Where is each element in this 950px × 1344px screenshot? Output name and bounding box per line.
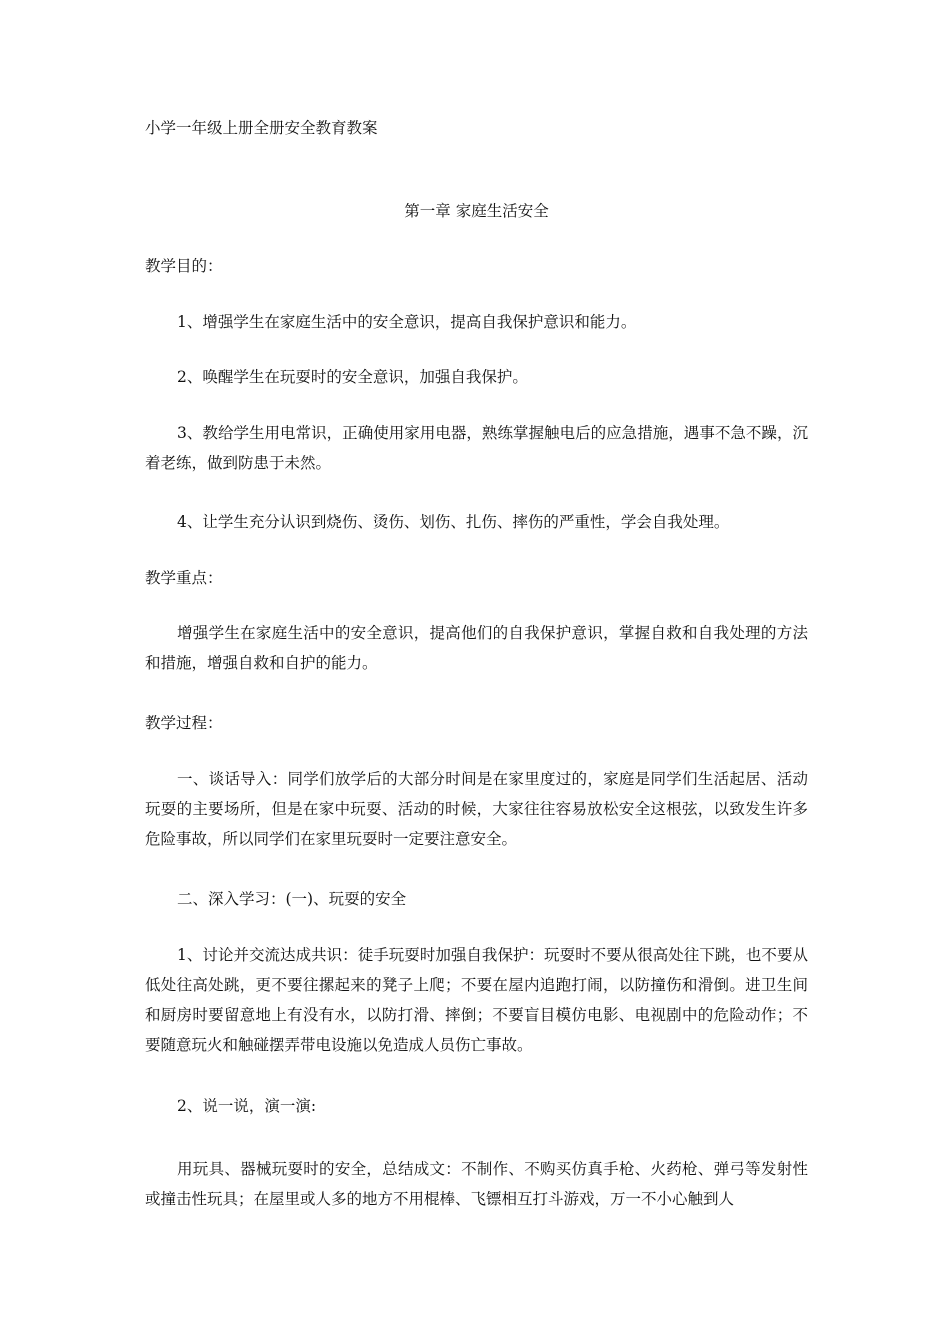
process-heading: 教学过程： — [145, 714, 223, 732]
process-intro-paragraph: 一、谈话导入：同学们放学后的大部分时间是在家里度过的，家庭是同学们生活起居、活动玩耍的主要场所，但是在家中玩耍、活动的时候，大家往往容易放松安全这根弦，以致发生许多危险事故，所以同学们在家里玩耍时一定要注意安全。 — [145, 770, 808, 848]
objective-item-1: 1、增强学生在家庭生活中的安全意识，提高自我保护意识和能力。 — [177, 313, 637, 331]
focus-paragraph: 增强学生在家庭生活中的安全意识，提高他们的自我保护意识，掌握自救和自我处理的方法和措施，增强自救和自护的能力。 — [145, 624, 808, 672]
objective-item-2: 2、唤醒学生在玩耍时的安全意识，加强自我保护。 — [177, 368, 528, 386]
objective-item-3: 3、教给学生用电常识，正确使用家用电器，熟练掌握触电后的应急措施，遇事不急不躁，沉着老练，做到防患于未然。 — [145, 424, 808, 472]
process-toys-paragraph: 用玩具、器械玩耍时的安全，总结成文：不制作、不购买仿真手枪、火药枪、弹弓等发射性或撞击性玩具；在屋里或人多的地方不用棍棒、飞镖相互打斗游戏，万一不小心触到人 — [145, 1160, 808, 1208]
process-step-2-heading: 2、说一说，演一演: — [177, 1097, 317, 1115]
focus-heading: 教学重点： — [145, 569, 223, 587]
objective-item-4: 4、让学生充分认识到烧伤、烫伤、划伤、扎伤、摔伤的严重性，学会自我处理。 — [177, 513, 730, 531]
process-discussion-paragraph: 1、讨论并交流达成共识：徒手玩耍时加强自我保护：玩耍时不要从很高处往下跳，也不要从低处往高处跳，更不要往摞起来的凳子上爬；不要在屋内追跑打闹，以防撞伤和滑倒。进卫生间和厨房时要留意地上有没有水，以防打滑、摔倒；不要盲目模仿电影、电视剧中的危险动作；不要随意玩火和触碰摆弄带电设施以免造成人员伤亡事故。 — [145, 946, 808, 1054]
chapter-heading: 第一章 家庭生活安全 — [404, 202, 549, 220]
document-title: 小学一年级上册全册安全教育教案 — [145, 119, 378, 137]
objectives-heading: 教学目的： — [145, 257, 223, 275]
process-section-heading: 二、深入学习：(一)、玩耍的安全 — [177, 890, 407, 908]
